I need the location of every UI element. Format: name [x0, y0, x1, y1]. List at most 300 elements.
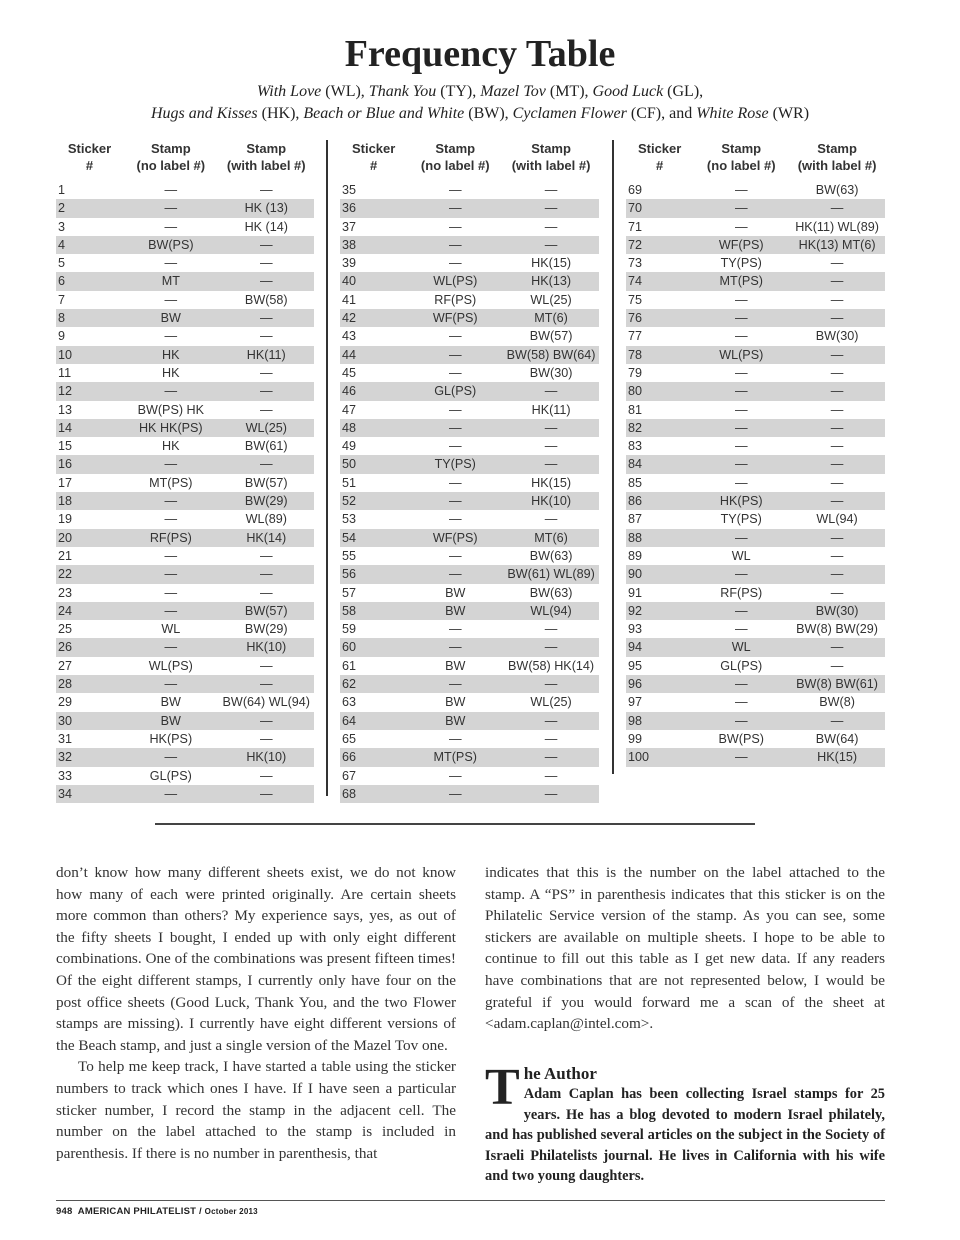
article-paragraph: indicates that this is the number on the label attached to the stamp. A “PS” in parenthesis indicates that this sticker is on the Philatelic Service version of the stamp. As you can see, some stickers are available on multiple sheets. I hope to be able to continue to fill out this table as I get new data. If any readers have combinations that are not represented below, I would be grateful if you would forward me a scan of the sheet at <adam.caplan@intel.com>.: [485, 864, 885, 1033]
author-dropcap: T: [485, 1059, 520, 1116]
sticker-number-cell: 79: [628, 365, 643, 380]
column-header-line: (with label #): [226, 158, 306, 173]
stamp-with-label-cell: —: [544, 439, 558, 454]
sticker-number-cell: 41: [342, 292, 357, 307]
stamp-with-label-cell: —: [503, 199, 599, 217]
table-row: [56, 565, 314, 583]
stamp-no-label-cell: WL: [693, 638, 789, 656]
sticker-number-cell: 19: [58, 512, 73, 527]
subtitle-text: (GL),: [663, 83, 704, 100]
stamp-no-label-cell: —: [123, 492, 218, 510]
table-row: [626, 327, 885, 345]
stamp-with-label-cell: BW(8) BW(29): [796, 622, 878, 637]
table-row: [626, 291, 885, 309]
stamp-no-label-cell: HK: [162, 439, 180, 454]
stamp-with-label-cell: —: [789, 565, 885, 583]
sticker-number-cell: 17: [58, 475, 73, 490]
column-header: [56, 136, 123, 174]
stamp-no-label-cell: BW: [123, 712, 218, 730]
stamp-with-label-cell: —: [830, 402, 844, 417]
sticker-number-cell: 7: [58, 292, 66, 307]
table-row: [626, 547, 885, 565]
table-row: [340, 309, 599, 327]
stamp-with-label-cell: —: [259, 256, 273, 271]
stamp-with-label-cell: —: [544, 219, 558, 234]
sticker-number-cell: 9: [58, 329, 66, 344]
sticker-number-cell: 20: [56, 529, 123, 547]
stamp-no-label-cell: —: [448, 329, 462, 344]
sticker-number-cell: 33: [58, 768, 73, 783]
table-row: [56, 547, 314, 565]
sticker-number-cell: 61: [342, 658, 357, 673]
sticker-number-cell: 16: [56, 455, 123, 473]
stamp-no-label-cell: —: [407, 419, 503, 437]
stamp-name: With Love: [256, 83, 322, 100]
stamp-with-label-cell: —: [789, 199, 885, 217]
column-header-line: (with label #): [797, 158, 877, 173]
table-row: [56, 730, 314, 748]
stamp-with-label-cell: MT(6): [503, 529, 599, 547]
table-row: [56, 346, 314, 364]
table-row: [56, 785, 314, 803]
stamp-no-label-cell: —: [123, 785, 218, 803]
stamp-no-label-cell: —: [123, 199, 218, 217]
subtitle-text: (MT),: [545, 83, 593, 100]
column-header-line: (with label #): [511, 158, 591, 173]
stamp-with-label-cell: —: [789, 712, 885, 730]
stamp-no-label-cell: —: [123, 455, 218, 473]
stamp-with-label-cell: —: [830, 658, 844, 673]
sticker-number-cell: 24: [56, 602, 123, 620]
stamp-with-label-cell: BW(63): [529, 548, 573, 563]
stamp-with-label-cell: —: [789, 346, 885, 364]
sticker-number-cell: 53: [342, 512, 357, 527]
stamp-no-label-cell: —: [734, 695, 748, 710]
sticker-number-cell: 11: [58, 365, 72, 380]
stamp-with-label-cell: HK(15): [531, 256, 572, 271]
table-row: [56, 712, 314, 730]
table-row: [56, 291, 314, 309]
stamp-with-label-cell: WL(89): [245, 512, 287, 527]
table-row: [340, 675, 599, 693]
stamp-no-label-cell: BW(PS): [123, 236, 218, 254]
stamp-with-label-cell: HK(15): [789, 748, 885, 766]
stamp-no-label-cell: WF(PS): [693, 236, 789, 254]
stamp-with-label-cell: —: [259, 658, 273, 673]
sticker-number-cell: 45: [342, 365, 357, 380]
stamp-no-label-cell: —: [164, 292, 178, 307]
stamp-no-label-cell: MT(PS): [407, 748, 503, 766]
stamp-no-label-cell: —: [407, 492, 503, 510]
sticker-number-cell: 80: [626, 382, 693, 400]
sticker-number-cell: 90: [626, 565, 693, 583]
sticker-number-cell: 59: [342, 622, 357, 637]
sticker-number-cell: 29: [58, 695, 73, 710]
sticker-number-cell: 77: [628, 329, 643, 344]
stamp-with-label-cell: WL(94): [503, 602, 599, 620]
table-row: [56, 382, 314, 400]
table-row: [626, 401, 885, 419]
stamp-with-label-cell: BW(29): [244, 622, 288, 637]
column-header-line: Sticker: [637, 141, 682, 156]
sticker-number-cell: 86: [626, 492, 693, 510]
stamp-with-label-cell: —: [219, 455, 314, 473]
stamp-no-label-cell: MT: [123, 272, 218, 290]
stamp-no-label-cell: MT(PS): [693, 272, 789, 290]
table-row: [626, 218, 885, 236]
column-header-line: #: [656, 158, 664, 173]
sticker-number-cell: 99: [628, 731, 643, 746]
stamp-with-label-cell: BW(61): [244, 439, 288, 454]
stamp-with-label-cell: BW(64) WL(94): [222, 695, 310, 710]
table-row: [340, 584, 599, 602]
stamp-no-label-cell: WL(PS): [407, 272, 503, 290]
subtitle-text: (WL),: [321, 83, 369, 100]
stamp-no-label-cell: —: [164, 585, 178, 600]
table-row: [56, 199, 314, 217]
table-row: [340, 272, 599, 290]
sticker-number-cell: 76: [626, 309, 693, 327]
sticker-number-cell: 62: [340, 675, 407, 693]
stamp-with-label-cell: —: [830, 256, 844, 271]
stamp-with-label-cell: —: [503, 785, 599, 803]
stamp-with-label-cell: BW(58) HK(14): [508, 658, 595, 673]
table-row: [56, 529, 314, 547]
stamp-with-label-cell: —: [259, 183, 273, 197]
sticker-number-cell: 94: [626, 638, 693, 656]
table-row: [626, 693, 885, 711]
table-row: [340, 510, 599, 528]
stamp-no-label-cell: BW: [407, 602, 503, 620]
stamp-with-label-cell: BW(64): [815, 731, 859, 746]
stamp-with-label-cell: —: [219, 309, 314, 327]
stamp-with-label-cell: —: [503, 455, 599, 473]
stamp-no-label-cell: —: [693, 712, 789, 730]
stamp-no-label-cell: BW: [407, 712, 503, 730]
stamp-no-label-cell: —: [448, 439, 462, 454]
frequency-table-part-2: [340, 136, 599, 803]
stamp-with-label-cell: BW(63): [529, 585, 573, 600]
stamp-with-label-cell: —: [830, 585, 844, 600]
stamp-no-label-cell: —: [734, 292, 748, 307]
table-row: [56, 693, 314, 711]
stamp-with-label-cell: —: [789, 419, 885, 437]
table-row: [626, 602, 885, 620]
table-row: [56, 510, 314, 528]
stamp-no-label-cell: WF(PS): [407, 309, 503, 327]
table-row: [626, 638, 885, 656]
column-header-line: #: [370, 158, 378, 173]
column-header-line: Stamp: [531, 141, 571, 156]
sticker-number-cell: 54: [340, 529, 407, 547]
stamp-with-label-cell: BW(57): [219, 602, 314, 620]
stamp-no-label-cell: WF(PS): [407, 529, 503, 547]
stamp-no-label-cell: GL(PS): [149, 768, 192, 783]
stamp-no-label-cell: —: [123, 675, 218, 693]
stamp-with-label-cell: —: [789, 529, 885, 547]
column-header-line: (no label #): [420, 158, 490, 173]
sticker-number-cell: 60: [340, 638, 407, 656]
stamp-no-label-cell: —: [448, 731, 462, 746]
sticker-number-cell: 40: [340, 272, 407, 290]
stamp-no-label-cell: —: [448, 183, 462, 197]
sticker-number-cell: 39: [342, 256, 357, 271]
table-row: [56, 401, 314, 419]
sticker-number-cell: 42: [340, 309, 407, 327]
stamp-with-label-cell: HK (14): [244, 219, 288, 234]
column-header-line: Stamp: [150, 141, 191, 156]
stamp-no-label-cell: —: [734, 439, 748, 454]
sticker-number-cell: 37: [342, 219, 357, 234]
sticker-number-cell: 97: [628, 695, 643, 710]
stamp-with-label-cell: —: [219, 675, 314, 693]
sticker-number-cell: 73: [628, 256, 643, 271]
stamp-with-label-cell: HK(13): [503, 272, 599, 290]
table-row: [626, 675, 885, 693]
table-row: [626, 565, 885, 583]
stamp-with-label-cell: —: [219, 565, 314, 583]
sticker-number-cell: 21: [58, 548, 73, 563]
stamp-with-label-cell: HK(15): [531, 475, 572, 490]
stamp-no-label-cell: —: [734, 219, 748, 234]
stamp-with-label-cell: —: [259, 365, 273, 380]
stamp-with-label-cell: MT(6): [503, 309, 599, 327]
table-row: [56, 492, 314, 510]
stamp-with-label-cell: —: [789, 455, 885, 473]
column-header: [503, 136, 599, 174]
stamp-no-label-cell: —: [693, 529, 789, 547]
sticker-number-cell: 84: [626, 455, 693, 473]
stamp-with-label-cell: HK(11) WL(89): [795, 219, 879, 234]
stamp-with-label-cell: WL(25): [530, 695, 572, 710]
stamp-with-label-cell: —: [830, 548, 844, 563]
stamp-with-label-cell: HK(14): [219, 529, 314, 547]
sticker-number-cell: 28: [56, 675, 123, 693]
sticker-number-cell: 64: [340, 712, 407, 730]
stamp-with-label-cell: —: [830, 365, 844, 380]
subtitle-text: (CF), and: [626, 105, 697, 122]
sticker-number-cell: 26: [56, 638, 123, 656]
sticker-number-cell: 34: [56, 785, 123, 803]
sticker-number-cell: 55: [342, 548, 357, 563]
table-row: [340, 419, 599, 437]
stamp-with-label-cell: BW(58) BW(64): [503, 346, 599, 364]
table-row: [56, 272, 314, 290]
sticker-number-cell: 49: [342, 439, 357, 454]
table-row: [56, 327, 314, 345]
stamp-with-label-cell: BW(30): [815, 329, 859, 344]
stamp-with-label-cell: BW(29): [219, 492, 314, 510]
table-row: [626, 730, 885, 748]
sticker-number-cell: 50: [340, 455, 407, 473]
page-title: Frequency Table: [344, 33, 616, 75]
sticker-number-cell: 27: [58, 658, 73, 673]
stamp-no-label-cell: —: [123, 602, 218, 620]
sticker-number-cell: 5: [58, 256, 66, 271]
stamp-with-label-cell: HK(13) MT(6): [789, 236, 885, 254]
sticker-number-cell: 14: [56, 419, 123, 437]
table-row: [56, 309, 314, 327]
table-row: [340, 638, 599, 656]
table-row: [626, 382, 885, 400]
stamp-no-label-cell: —: [734, 329, 748, 344]
sticker-number-cell: 2: [56, 199, 123, 217]
sticker-number-cell: 32: [56, 748, 123, 766]
table-row: [340, 547, 599, 565]
table-row: [56, 181, 314, 199]
table-row: [340, 327, 599, 345]
sticker-number-cell: 38: [340, 236, 407, 254]
stamp-no-label-cell: BW: [445, 658, 466, 673]
frequency-table-part-3: [626, 136, 885, 767]
table-row: [56, 767, 314, 785]
stamp-no-label-cell: BW: [445, 695, 466, 710]
issue-date: October 2013: [204, 1207, 258, 1216]
column-header-line: (no label #): [706, 158, 776, 173]
sticker-number-cell: 78: [626, 346, 693, 364]
stamp-with-label-cell: —: [503, 419, 599, 437]
page-number: 948: [56, 1206, 73, 1217]
sticker-number-cell: 85: [628, 475, 643, 490]
column-header-line: Stamp: [721, 141, 762, 156]
stamp-no-label-cell: —: [734, 183, 748, 197]
table-row: [626, 657, 885, 675]
stamp-with-label-cell: WL(25): [530, 292, 572, 307]
stamp-no-label-cell: GL(PS): [407, 382, 503, 400]
table-row: [56, 657, 314, 675]
stamp-with-label-cell: —: [219, 236, 314, 254]
subtitle-text: (HK),: [257, 105, 304, 122]
stamp-with-label-cell: —: [830, 439, 844, 454]
sticker-number-cell: 4: [56, 236, 123, 254]
subtitle-text: (TY),: [436, 83, 481, 100]
stamp-no-label-cell: RF(PS): [720, 585, 763, 600]
table-header-row: [56, 136, 314, 174]
column-divider: [612, 140, 614, 774]
sticker-number-cell: 96: [626, 675, 693, 693]
stamp-with-label-cell: —: [503, 748, 599, 766]
sticker-number-cell: 35: [342, 183, 357, 197]
stamp-with-label-cell: —: [503, 382, 599, 400]
table-row: [56, 236, 314, 254]
author-bio: Adam Caplan has been collecting Israel stamps for 25 years. He has a blog devoted to modern Israel philately, and has published several articles on the subject in the Society of Israeli Philatelists journal. He lives in California with his wife and two young daughters.: [485, 1086, 885, 1184]
stamp-no-label-cell: HK: [123, 346, 218, 364]
sticker-number-cell: 23: [58, 585, 73, 600]
stamp-with-label-cell: HK (13): [219, 199, 314, 217]
table-row: [340, 712, 599, 730]
sticker-number-cell: 69: [628, 183, 643, 197]
sticker-number-cell: 71: [628, 219, 643, 234]
stamp-no-label-cell: HK HK(PS): [123, 419, 218, 437]
article-column-right: [485, 862, 885, 1035]
footer-rule: [56, 1200, 885, 1201]
stamp-no-label-cell: BW: [123, 309, 218, 327]
sticker-number-cell: 18: [56, 492, 123, 510]
sticker-number-cell: 6: [56, 272, 123, 290]
stamp-with-label-cell: —: [544, 768, 558, 783]
column-header: [789, 136, 885, 174]
table-row: [626, 620, 885, 638]
column-header: [626, 136, 693, 174]
stamp-no-label-cell: —: [734, 622, 748, 637]
sticker-number-cell: 72: [626, 236, 693, 254]
stamp-no-label-cell: TY(PS): [720, 256, 762, 271]
table-header-row: [340, 136, 599, 174]
column-header: [407, 136, 503, 174]
table-row: [340, 401, 599, 419]
table-row: [340, 785, 599, 803]
table-row: [56, 364, 314, 382]
sticker-number-cell: 68: [340, 785, 407, 803]
stamp-name: White Rose: [696, 105, 769, 122]
sticker-number-cell: 67: [342, 768, 357, 783]
stamp-no-label-cell: —: [407, 785, 503, 803]
stamp-no-label-cell: —: [693, 199, 789, 217]
stamp-with-label-cell: —: [789, 638, 885, 656]
stamp-no-label-cell: —: [693, 565, 789, 583]
stamp-with-label-cell: WL(94): [816, 512, 858, 527]
table-row: [340, 730, 599, 748]
stamp-with-label-cell: —: [259, 731, 273, 746]
subtitle-text: (WR): [768, 105, 810, 122]
table-row: [626, 272, 885, 290]
sticker-number-cell: 46: [340, 382, 407, 400]
stamp-with-label-cell: —: [830, 292, 844, 307]
stamp-with-label-cell: —: [219, 272, 314, 290]
table-row: [56, 638, 314, 656]
sticker-number-cell: 8: [56, 309, 123, 327]
stamp-no-label-cell: —: [693, 309, 789, 327]
sticker-number-cell: 10: [56, 346, 123, 364]
sticker-number-cell: 48: [340, 419, 407, 437]
table-header-row: [626, 136, 885, 174]
stamp-no-label-cell: HK(PS): [693, 492, 789, 510]
stamp-no-label-cell: —: [123, 748, 218, 766]
sticker-number-cell: 56: [340, 565, 407, 583]
stamp-name: Beach or Blue and White: [303, 105, 465, 122]
stamp-no-label-cell: BW: [445, 585, 466, 600]
stamp-with-label-cell: BW(63): [815, 183, 859, 197]
table-row: [340, 291, 599, 309]
table-row: [626, 181, 885, 199]
stamp-no-label-cell: —: [448, 365, 462, 380]
table-row: [340, 437, 599, 455]
sticker-number-cell: 58: [340, 602, 407, 620]
table-row: [56, 474, 314, 492]
stamp-no-label-cell: HK(PS): [149, 731, 193, 746]
table-row: [626, 236, 885, 254]
stamp-with-label-cell: HK(11): [219, 346, 314, 364]
stamp-no-label-cell: BW(PS) HK: [137, 402, 205, 417]
sticker-number-cell: 93: [628, 622, 643, 637]
table-row: [56, 584, 314, 602]
table-row: [626, 712, 885, 730]
stamp-no-label-cell: WL(PS): [148, 658, 193, 673]
stamp-with-label-cell: —: [259, 548, 273, 563]
table-row: [340, 767, 599, 785]
stamp-no-label-cell: —: [407, 346, 503, 364]
stamp-with-label-cell: HK(11): [531, 402, 571, 417]
stamp-no-label-cell: —: [693, 455, 789, 473]
table-row: [56, 620, 314, 638]
sticker-number-cell: 52: [340, 492, 407, 510]
sticker-number-cell: 12: [56, 382, 123, 400]
stamp-with-label-cell: —: [503, 712, 599, 730]
table-row: [340, 364, 599, 382]
stamp-with-label-cell: —: [503, 236, 599, 254]
sticker-number-cell: 63: [342, 695, 357, 710]
table-row: [340, 199, 599, 217]
